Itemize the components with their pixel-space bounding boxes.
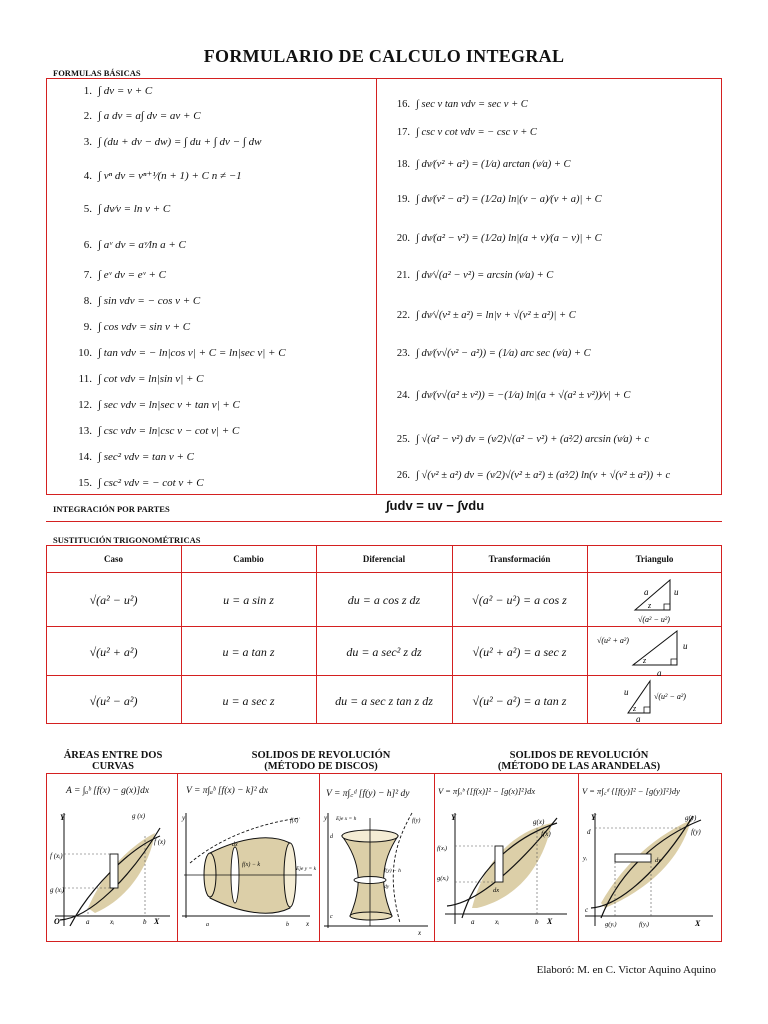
curve-label: f(y) <box>691 828 701 836</box>
formula-number: 14. <box>78 451 92 463</box>
tick-label: d <box>330 834 333 840</box>
dy-label: dy <box>384 884 390 890</box>
formula-item <box>70 399 240 411</box>
dy-label: dy <box>655 857 662 864</box>
formula-text: ∫ sec v tan vdv = sec v + C <box>416 99 528 110</box>
panel-divider <box>434 773 435 942</box>
formula-item <box>70 295 200 307</box>
formula-item <box>70 373 203 385</box>
formula-item <box>70 136 261 148</box>
formula-number: 8. <box>83 295 92 307</box>
formula-item <box>70 321 190 333</box>
trig-transformacion: √(a² − u²) = a cos z <box>472 593 567 607</box>
formula-number: 26. <box>396 470 410 481</box>
axis-label: X <box>695 919 701 928</box>
section-parts-label: INTEGRACIÓN POR PARTES <box>53 504 170 514</box>
formula-item <box>70 239 186 251</box>
tri-hyp-label: a <box>644 587 649 597</box>
trig-diferencial: du = a sec z tan z dz <box>335 694 433 708</box>
formula-text: ∫ sin vdv = − cos v + C <box>98 295 201 307</box>
formula-item <box>388 127 537 138</box>
curve-label: g(y) <box>685 814 697 822</box>
formula-number: 6. <box>83 239 92 251</box>
col-header-triangulo: Triangulo <box>635 554 674 564</box>
tri-angle-label: z <box>648 601 652 610</box>
formula-text: ∫ csc v cot vdv = − csc v + C <box>416 127 537 138</box>
tri-adj-label: a <box>657 668 662 677</box>
formula-number: 12. <box>78 399 92 411</box>
formula-item <box>70 85 152 97</box>
tick-label: g(yᵢ) <box>605 921 617 928</box>
formula-text: ∫ dv⁄(v² + a²) = (1⁄a) arctan (v⁄a) + C <box>416 159 571 170</box>
formula-text: ∫ dv⁄√(v² ± a²) = ln|v + √(v² ± a²)| + C <box>416 310 576 321</box>
tick-label: a <box>86 918 90 926</box>
page-title: FORMULARIO DE CALCULO INTEGRAL <box>203 46 565 66</box>
axis-label: X <box>547 917 553 926</box>
basic-formulas-divider <box>376 78 377 495</box>
tick-label: xᵢ <box>495 918 500 926</box>
formula-text: ∫ dv = v + C <box>98 85 153 97</box>
col-header-diferencial: Diferencial <box>362 554 406 564</box>
discos-header-1: SOLIDOS DE REVOLUCIÓN <box>251 750 391 761</box>
formula-item <box>70 269 166 281</box>
tri-angle-label: z <box>633 704 637 713</box>
formula-number: 17. <box>396 127 410 138</box>
discos-header-2: (MÉTODO DE DISCOS) <box>264 761 378 772</box>
panel-divider <box>578 773 579 942</box>
axis-label: y <box>324 814 328 822</box>
radius-label: f(x) − k <box>242 862 261 868</box>
col-header-caso: Caso <box>103 554 123 564</box>
arandelas-formula-y: V = π∫꜀ᵈ {[f(y)]² − [g(y)]²}dy <box>582 786 680 796</box>
trig-cambio: u = a tan z <box>222 645 275 659</box>
tri-adj-label: √(a² − u²) <box>638 615 670 624</box>
formula-item <box>70 110 201 122</box>
axis-label: X <box>154 917 160 926</box>
discos-formula-y: V = π∫꜀ᵈ [f(y) − h]² dy <box>326 789 410 799</box>
trig-transformacion: √(u² − a²) = a tan z <box>472 694 567 708</box>
area-between-curves-graph <box>50 808 174 938</box>
curve-label: g (x) <box>132 812 146 820</box>
trig-caso: √(a² − u²) <box>89 593 138 607</box>
trig-caso: √(u² + a²) <box>89 645 138 659</box>
formula-item <box>388 348 591 359</box>
formula-text: ∫ dv⁄v = ln v + C <box>98 203 171 215</box>
tick-label: c <box>330 914 333 920</box>
areas-header: ÁREAS ENTRE DOS CURVAS <box>63 750 163 772</box>
curve-label: g(x) <box>533 818 545 826</box>
curve-label: f (x) <box>154 838 166 846</box>
trig-cambio: u = a sin z <box>223 593 274 607</box>
formula-item <box>70 451 194 463</box>
arandelas-header-1: SOLIDOS DE REVOLUCIÓN <box>509 750 649 761</box>
tri-angle-label: z <box>643 656 647 665</box>
tick-label: b <box>143 918 147 926</box>
axis-eq-label: Eje x = h <box>336 816 357 822</box>
tri-hyp-label: √(u² + a²) <box>597 636 629 645</box>
triangle-diagram-1 <box>600 576 710 626</box>
point-label: g(xᵢ) <box>437 875 449 882</box>
trig-diferencial: du = a sec² z dz <box>346 645 422 659</box>
formula-text: ∫ sec vdv = ln|sec v + tan v| + C <box>98 399 240 411</box>
formula-text: ∫ csc vdv = ln|csc v − cot v| + C <box>98 425 240 437</box>
tri-opp-label: u <box>674 587 679 597</box>
formula-item <box>70 169 242 182</box>
formula-text: ∫ tan vdv = − ln|cos v| + C = ln|sec v| + C <box>98 347 286 359</box>
formula-number: 25. <box>396 434 410 445</box>
tri-opp-label: u <box>683 641 688 651</box>
tick-label: f(yᵢ) <box>639 921 650 928</box>
curve-label: f(x) <box>290 818 299 824</box>
section-trig-label: SUSTITUCIÓN TRIGONOMÉTRICAS <box>53 535 201 545</box>
axis-label: Y <box>60 813 65 822</box>
formula-text: ∫ (du + dv − dw) = ∫ du + ∫ dv − ∫ dw <box>98 136 262 148</box>
formula-number: 2. <box>83 110 92 122</box>
formula-item <box>388 310 576 321</box>
formula-number: 20. <box>396 233 410 244</box>
col-header-cambio: Cambio <box>233 554 264 564</box>
axis-label: y <box>182 814 186 822</box>
axis-label: x <box>418 929 422 937</box>
curve-label: f(y) <box>412 818 421 824</box>
formula-number: 23. <box>396 348 410 359</box>
formula-item <box>388 434 649 445</box>
trig-col-divider <box>587 545 588 724</box>
formula-number: 24. <box>396 390 410 401</box>
tri-hyp-label: u <box>624 687 629 697</box>
formula-item <box>388 159 571 170</box>
formula-text: ∫ dv⁄(v² − a²) = (1⁄2a) ln|(v − a)⁄(v + a)| + C <box>416 194 602 205</box>
point-label: g (xᵢ) <box>50 886 65 894</box>
formula-text: ∫ cot vdv = ln|sin v| + C <box>98 373 204 385</box>
trig-diferencial: du = a cos z dz <box>347 593 421 607</box>
point-label: f(xᵢ) <box>437 845 448 852</box>
formula-number: 18. <box>396 159 410 170</box>
tick-label: a <box>471 918 475 926</box>
formula-item <box>70 347 286 359</box>
formula-item <box>70 203 170 215</box>
axis-eq-label: Eje y = k <box>296 866 316 872</box>
triangle-diagram-3 <box>600 677 710 723</box>
dx-label: dx <box>493 887 500 894</box>
tick-label: a <box>206 922 209 928</box>
arandelas-header-2: (MÉTODO DE LAS ARANDELAS) <box>497 761 661 772</box>
discos-formula-x: V = π∫ₐᵇ [f(x) − k]² dx <box>186 786 269 796</box>
formula-number: 21. <box>396 270 410 281</box>
formula-number: 7. <box>83 269 92 281</box>
formula-number: 11. <box>78 373 92 385</box>
tick-label: yᵢ <box>583 855 587 862</box>
dx-label: dx <box>232 842 238 848</box>
curve-label: f(x) <box>541 830 551 838</box>
author-credit: Elaboró: M. en C. Victor Aquino Aquino <box>536 964 716 976</box>
trig-transformacion: √(u² + a²) = a sec z <box>472 645 567 659</box>
formula-item <box>388 233 602 244</box>
point-label: f (xᵢ) <box>50 852 63 860</box>
formula-text: ∫ dv⁄(v√(a² ± v²)) = −(1⁄a) ln|(a + √(a² ± v²))⁄v| + C <box>416 390 631 401</box>
arandelas-y-graph <box>581 808 719 938</box>
formula-text: ∫ dv⁄(a² − v²) = (1⁄2a) ln|(a + v)⁄(a − v)| + C <box>416 233 602 244</box>
formula-number: 15. <box>78 477 92 489</box>
axis-label: Y <box>591 813 596 822</box>
formula-number: 22. <box>396 310 410 321</box>
formula-text: ∫ sec² vdv = tan v + C <box>98 451 194 463</box>
formula-number: 9. <box>83 321 92 333</box>
formula-text: ∫ dv⁄√(a² − v²) = arcsin (v⁄a) + C <box>416 270 554 281</box>
formula-item <box>70 425 239 437</box>
areas-formula: A = ∫ₐᵇ [f(x) − g(x)]dx <box>66 786 150 796</box>
formula-text: ∫ eᵛ dv = eᵛ + C <box>98 269 166 281</box>
triangle-diagram-2 <box>595 627 715 677</box>
origin-label: O <box>54 917 60 926</box>
trig-row-divider <box>46 572 722 573</box>
formula-text: ∫ a dv = a∫ dv = av + C <box>98 110 201 122</box>
discos-x-graph <box>180 808 316 938</box>
formula-number: 1. <box>83 85 92 97</box>
tri-adj-label: a <box>636 714 641 723</box>
formula-item <box>388 470 670 481</box>
formula-text: ∫ csc² vdv = − cot v + C <box>98 477 204 489</box>
formula-text: ∫ cos vdv = sin v + C <box>98 321 191 333</box>
formula-item <box>388 194 602 205</box>
axis-label: Y <box>451 813 456 822</box>
formula-number: 10. <box>78 347 92 359</box>
formula-number: 13. <box>78 425 92 437</box>
formula-number: 19. <box>396 194 410 205</box>
formula-text: ∫ aᵛ dv = aᵛ⁄ln a + C <box>98 239 186 251</box>
formula-text: ∫ vⁿ dv = vⁿ⁺¹⁄(n + 1) + C n ≠ −1 <box>98 170 242 182</box>
tick-label: b <box>286 922 289 928</box>
parts-underline <box>46 521 722 522</box>
formula-number: 16. <box>396 99 410 110</box>
formula-number: 4. <box>83 170 92 182</box>
formula-number: 3. <box>83 136 92 148</box>
arandelas-formula-x: V = π∫ₐᵇ {[f(x)]² − [g(x)]²}dx <box>438 786 536 796</box>
formula-item <box>388 270 553 281</box>
tick-label: xᵢ <box>110 918 115 926</box>
panel-divider <box>177 773 178 942</box>
parts-formula: ∫udv = uv − ∫vdu <box>386 498 485 513</box>
formula-item <box>388 390 630 401</box>
formula-item <box>70 477 204 489</box>
trig-cambio: u = a sec z <box>222 694 275 708</box>
tick-label: c <box>585 906 589 914</box>
formula-item <box>388 99 528 110</box>
radius-label: f(y) − h <box>384 868 401 874</box>
trig-caso: √(u² − a²) <box>89 694 138 708</box>
panel-divider <box>319 773 320 942</box>
formula-number: 5. <box>83 203 92 215</box>
tri-opp-label: √(u² − a²) <box>654 692 686 701</box>
formula-text: ∫ √(a² − v²) dv = (v⁄2)√(a² − v²) + (a²⁄2) arcsin (v⁄a) + c <box>416 434 650 445</box>
formula-text: ∫ √(v² ± a²) dv = (v⁄2)√(v² ± a²) ± (a²⁄2) ln(v + √(v² ± a²)) + c <box>416 470 671 481</box>
axis-label: x <box>306 920 310 928</box>
arandelas-x-graph <box>437 808 575 938</box>
tick-label: b <box>535 918 539 926</box>
tick-label: d <box>587 828 591 836</box>
col-header-transformacion: Transformación <box>488 554 551 564</box>
discos-y-graph <box>322 808 432 938</box>
formula-text: ∫ dv⁄(v√(v² − a²)) = (1⁄a) arc sec (v⁄a) + C <box>416 348 591 359</box>
section-basic-label: FORMULAS BÁSICAS <box>53 68 141 78</box>
